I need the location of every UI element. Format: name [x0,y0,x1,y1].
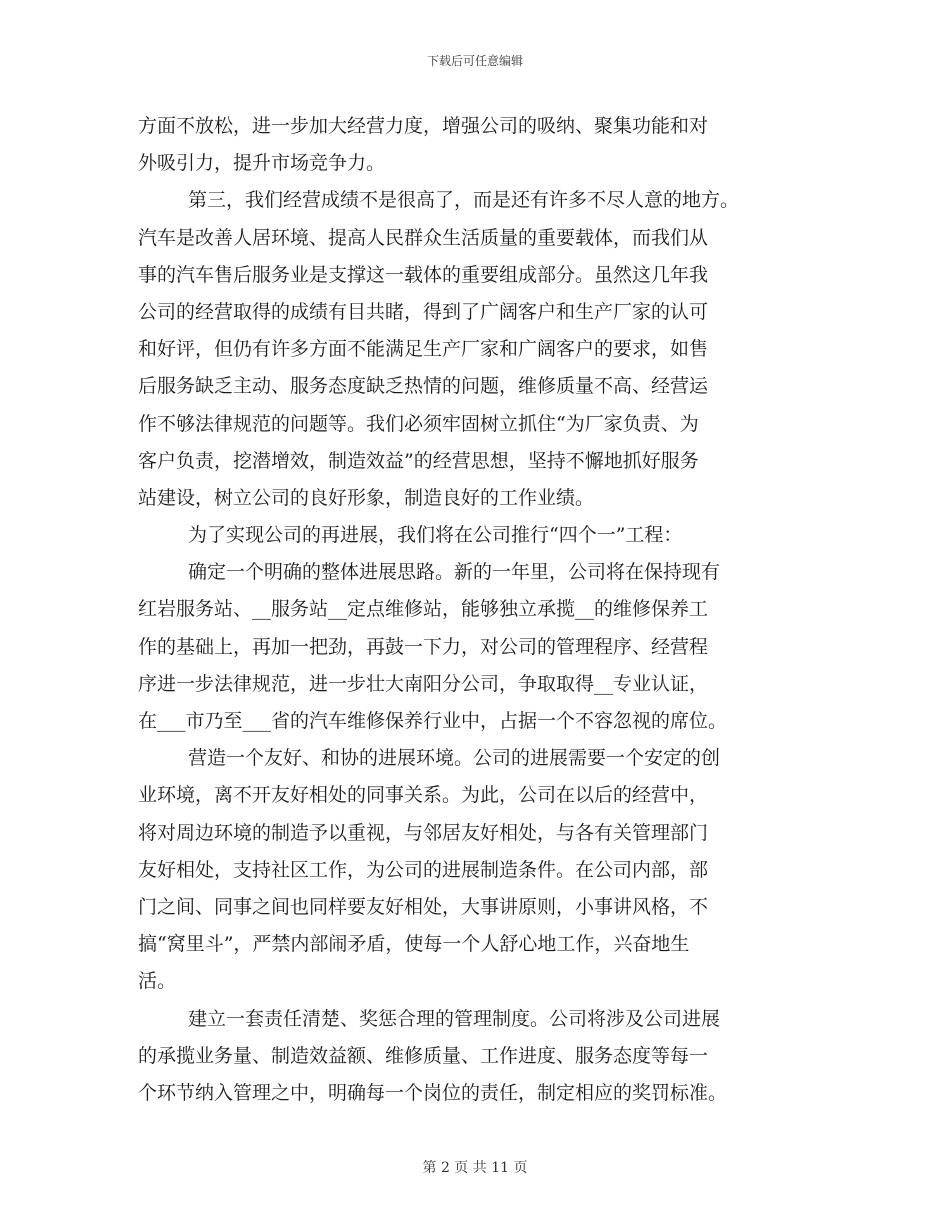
text-line: 搞“窝里斗”，严禁内部闹矛盾，使每一个人舒心地工作，兴奋地生 [138,933,690,956]
text-line: 客户负责，挖潜增效，制造效益”的经营思想，坚持不懈地抓好服务 [138,449,699,472]
text-line: 红岩服务站、__服务站__定点维修站，能够独立承揽__的维修保养工 [138,598,709,621]
text-line: 友好相处，支持社区工作，为公司的进展制造条件。在公司内部，部 [138,858,709,881]
text-line: 公司的经营取得的成绩有目共睹，得到了广阔客户和生产厂家的认可 [138,300,709,323]
text-line: 作不够法律规范的问题等。我们必须牢固树立抓住“为厂家负责、为 [138,412,699,435]
text-line: 第三，我们经营成绩不是很高了，而是还有许多不尽人意的地方。 [188,189,740,212]
text-line: 站建设，树立公司的良好形象，制造良好的工作业绩。 [138,486,595,509]
text-line: 建立一套责任清楚、奖惩合理的管理制度。公司将涉及公司进展 [188,1007,721,1030]
text-line: 活。 [138,970,177,993]
text-line: 在___市乃至___省的汽车维修保养行业中，占据一个不容忽视的席位。 [138,710,728,732]
text-line: 事的汽车售后服务业是支撑这一载体的重要组成部分。虽然这几年我 [138,263,709,286]
text-line: 营造一个友好、和协的进展环境。公司的进展需要一个安定的创 [188,747,721,770]
text-line: 和好评，但仍有许多方面不能满足生产厂家和广阔客户的要求，如售 [138,338,709,361]
text-line: 外吸引力，提升市场竞争力。 [138,152,386,175]
text-line: 门之间、同事之间也同样要友好相处，大事讲原则，小事讲风格，不 [138,895,709,918]
text-line: 序进一步法律规范，进一步壮大南阳分公司，争取取得__专业认证， [138,672,709,695]
text-line: 后服务缺乏主动、服务态度缺乏热情的问题，维修质量不高、经营运 [138,375,709,398]
text-line: 的承揽业务量、制造效益额、维修质量、工作进度、服务态度等每一 [138,1044,709,1067]
text-line: 为了实现公司的再进展，我们将在公司推行“四个一”工程： [188,524,683,547]
text-line: 个环节纳入管理之中，明确每一个岗位的责任，制定相应的奖罚标准。 [138,1081,728,1104]
text-line: 方面不放松，进一步加大经营力度，增强公司的吸纳、聚集功能和对 [138,115,709,137]
page-header: 下载后可任意编辑 [426,54,523,68]
text-line: 业环境，离不开友好相处的同事关系。为此，公司在以后的经营中， [138,784,709,807]
text-line: 确定一个明确的整体进展思路。新的一年里，公司将在保持现有 [188,561,721,584]
page-number-footer: 第 2 页 共 11 页 [422,1160,528,1176]
text-line: 汽车是改善人居环境、提高人民群众生活质量的重要载体，而我们从 [138,226,709,249]
text-line: 作的基础上，再加一把劲，再鼓一下力，对公司的管理程序、经营程 [138,635,709,658]
text-line: 将对周边环境的制造予以重视，与邻居友好相处，与各有关管理部门 [138,821,709,844]
document-body [138,108,812,1112]
